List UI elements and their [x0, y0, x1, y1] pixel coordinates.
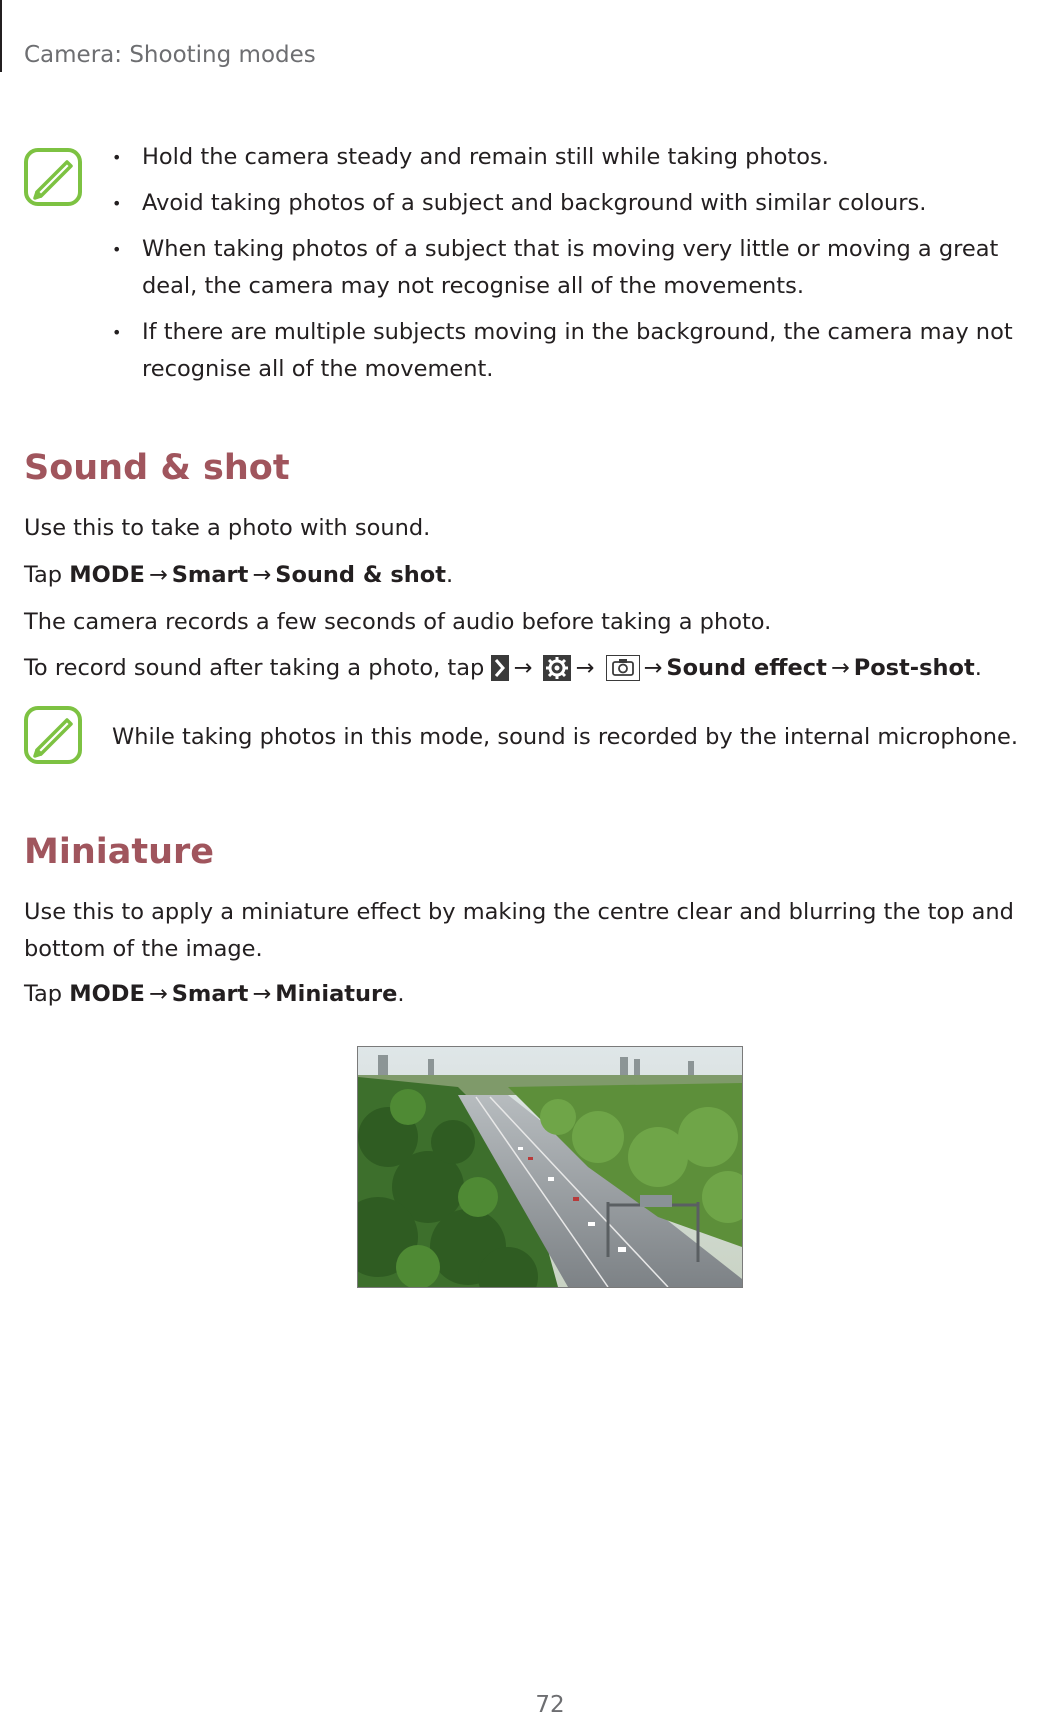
page-left-rule	[0, 0, 2, 72]
miniature-label: Miniature	[275, 981, 398, 1007]
bullet-text: Avoid taking photos of a subject and background with similar colours.	[142, 190, 927, 216]
bullet-dot: •	[112, 323, 122, 342]
note-icon	[24, 148, 82, 206]
period: .	[397, 981, 405, 1007]
sound-shot-description: The camera records a few seconds of audio before taking a photo.	[24, 609, 772, 635]
chevron-right-icon	[491, 655, 509, 693]
bullet-text: If there are multiple subjects moving in the background, the camera may not recognise all of the movement.	[142, 319, 1013, 382]
camera-icon	[606, 655, 640, 693]
smart-label: Smart	[171, 562, 249, 588]
miniature-intro: Use this to apply a miniature effect by making the centre clear and blurring the top and bottom of the image.	[24, 899, 1014, 962]
sound-shot-note: While taking photos in this mode, sound is recorded by the internal microphone.	[112, 724, 1018, 750]
list-item	[112, 231, 1047, 305]
arrow-icon: →	[643, 655, 663, 681]
header-title: Camera: Shooting modes	[24, 42, 316, 68]
mode-label: MODE	[69, 562, 145, 588]
arrow-icon: →	[252, 562, 272, 588]
list-item	[112, 139, 1047, 176]
period: .	[445, 562, 454, 588]
list-item	[112, 185, 1047, 222]
arrow-icon: →	[830, 655, 850, 681]
bullet-dot: •	[112, 194, 122, 213]
sound-shot-tap-path	[24, 557, 453, 594]
miniature-example-photo	[357, 1046, 743, 1288]
note-icon	[24, 706, 82, 764]
arrow-icon: →	[575, 655, 595, 681]
sound-shot-label: Sound & shot	[275, 562, 446, 588]
period: .	[974, 655, 982, 681]
section-title-sound-shot: Sound & shot	[24, 448, 290, 488]
arrow-icon: →	[513, 655, 533, 681]
sound-shot-intro: Use this to take a photo with sound.	[24, 515, 431, 541]
page-number: 72	[535, 1692, 565, 1718]
list-item	[112, 314, 1047, 388]
bullet-dot: •	[112, 148, 122, 167]
tips-bullet-list	[112, 139, 1047, 397]
arrow-icon: →	[148, 981, 168, 1007]
bullet-dot: •	[112, 240, 122, 259]
arrow-icon: →	[252, 981, 272, 1007]
bullet-text: Hold the camera steady and remain still while taking photos.	[142, 144, 829, 170]
smart-label: Smart	[171, 981, 249, 1007]
tap-prefix: Tap	[24, 981, 63, 1007]
post-shot-label: Post-shot	[853, 655, 975, 681]
sound-shot-record-instructions	[24, 650, 982, 693]
arrow-icon: →	[148, 562, 168, 588]
tap-prefix: Tap	[24, 562, 63, 588]
miniature-tap-path	[24, 976, 405, 1013]
mode-label: MODE	[69, 981, 145, 1007]
record-prefix: To record sound after taking a photo, tap	[24, 655, 485, 681]
section-title-miniature: Miniature	[24, 832, 215, 872]
bullet-text: When taking photos of a subject that is moving very little or moving a great deal, the camera may not recognise all of the movements.	[142, 236, 999, 299]
sound-effect-label: Sound effect	[666, 655, 827, 681]
gear-icon	[543, 655, 571, 693]
